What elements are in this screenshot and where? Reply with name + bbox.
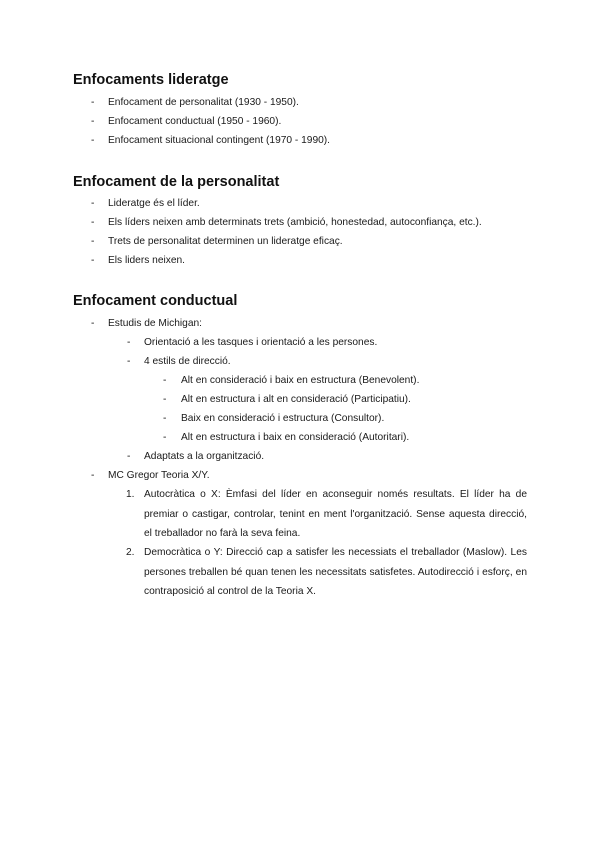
numbered-paragraph: Democràtica o Y: Direcció cap a satisfer les necessiats el treballador (Maslow). Les persones treballen bé quan tenen les necessitats satisfetes. Autodirecció i esforç, en contraposició al control de la Teoria X. (144, 547, 527, 597)
style-list-item: Alt en estructura i alt en consideració (Participatiu). (181, 394, 411, 405)
bullet: - (91, 198, 95, 209)
bullet: - (91, 116, 95, 127)
bullet: - (91, 135, 95, 146)
numbered-marker: 1. (126, 489, 135, 500)
bullet: - (91, 470, 95, 481)
list-item: Enfocament de personalitat (1930 - 1950). (108, 97, 299, 108)
bullet: - (127, 451, 131, 462)
bullet: - (91, 236, 95, 247)
section-heading-leadership-approaches: Enfocaments lideratge (73, 72, 229, 88)
numbered-marker: 2. (126, 547, 135, 558)
list-item: Els liders neixen. (108, 255, 186, 266)
section-heading-personality-approach: Enfocament de la personalitat (73, 174, 280, 190)
numbered-paragraph: Autocràtica o X: Èmfasi del líder en aconseguir només resultats. El líder ha de premiar o castigar, controlar, tenint en ment l'organització. Sense aquesta direcció, el treballador no farà la seva feina. (144, 489, 527, 539)
list-item: Els líders neixen amb determinats trets (ambició, honestedad, autoconfiança, etc.). (108, 217, 482, 228)
sub-list-item: Orientació a les tasques i orientació a les persones. (144, 337, 378, 348)
bullet: - (127, 337, 131, 348)
bullet: - (91, 318, 95, 329)
bullet: - (91, 97, 95, 108)
bullet: - (127, 356, 131, 367)
bullet: - (163, 394, 167, 405)
list-item: Lideratge és el líder. (108, 198, 200, 209)
bullet: - (91, 217, 95, 228)
bullet: - (163, 432, 167, 443)
list-item: Enfocament situacional contingent (1970 - 1990). (108, 135, 331, 146)
style-list-item: Baix en consideració i estructura (Consultor). (181, 413, 385, 424)
sub-list-item: 4 estils de direcció. (144, 356, 231, 367)
list-item-mcgregor: MC Gregor Teoria X/Y. (108, 470, 210, 481)
list-item: Enfocament conductual (1950 - 1960). (108, 116, 282, 127)
style-list-item: Alt en estructura i baix en consideració (Autoritari). (181, 432, 410, 443)
style-list-item: Alt en consideració i baix en estructura (Benevolent). (181, 375, 420, 386)
sub-list-item: Adaptats a la organització. (144, 451, 265, 462)
bullet: - (163, 413, 167, 424)
list-item: Trets de personalitat determinen un lideratge eficaç. (108, 236, 343, 247)
section-heading-behavioral-approach: Enfocament conductual (73, 293, 238, 309)
list-item-michigan: Estudis de Michigan: (108, 318, 203, 329)
bullet: - (91, 255, 95, 266)
bullet: - (163, 375, 167, 386)
